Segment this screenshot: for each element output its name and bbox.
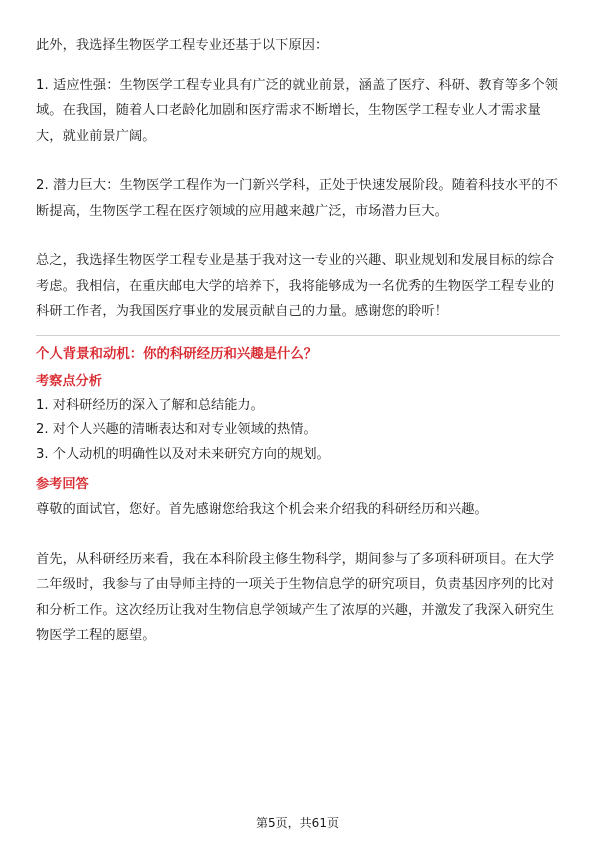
section-divider (36, 335, 560, 336)
answer-paragraph-2: 首先，从科研经历来看，我在本科阶段主修生物科学，期间参与了多项科研项目。在大学二年级时，我参与了由导师主持的一项关于生物信息学的研究项目，负责基因序列的比对和分析工作。这次经历让我对生物信息学领域产生了浓厚的兴趣，并激发了我深入研究生物医学工程的愿望。 (36, 551, 555, 643)
analysis-item-2: 2. 对个人兴趣的清晰表达和对专业领域的热情。 (36, 422, 317, 437)
intro-lead: 此外，我选择生物医学工程专业还基于以下原因： (36, 38, 329, 53)
analysis-label: 考察点分析 (36, 373, 102, 389)
conclusion-paragraph: 总之，我选择生物医学工程专业是基于我对这一专业的兴趣、职业规划和发展目标的综合考虑。我相信，在重庆邮电大学的培养下，我将能够成为一名优秀的生物医学工程专业的科研工作者，为我国医疗事业的发展贡献自己的力量。感谢您的聆听！ (36, 253, 555, 319)
answer-paragraph-1: 尊敬的面试官，您好。首先感谢您给我这个机会来介绍我的科研经历和兴趣。 (36, 502, 488, 517)
reason-potential: 2. 潜力巨大：生物医学工程作为一门新兴学科，正处于快速发展阶段。随着科技水平的不断提高，生物医学工程在医疗领域的应用越来越广泛，市场潜力巨大。 (36, 178, 558, 219)
page-content (36, 33, 560, 649)
analysis-item-3: 3. 个人动机的明确性以及对未来研究方向的规划。 (36, 446, 330, 462)
question-title: 个人背景和动机：你的科研经历和兴趣是什么？ (36, 346, 318, 362)
answer-label: 参考回答 (36, 477, 89, 492)
reason-adaptability: 1. 适应性强：生物医学工程专业具有广泛的就业前景，涵盖了医疗、科研、教育等多个领域。在我国，随着人口老龄化加剧和医疗需求不断增长，生物医学工程专业人才需求量大，就业前景广阔。 (36, 77, 558, 144)
page-number: 第5页，共61页 (256, 816, 339, 830)
analysis-item-1: 1. 对科研经历的深入了解和总结能力。 (36, 397, 264, 413)
